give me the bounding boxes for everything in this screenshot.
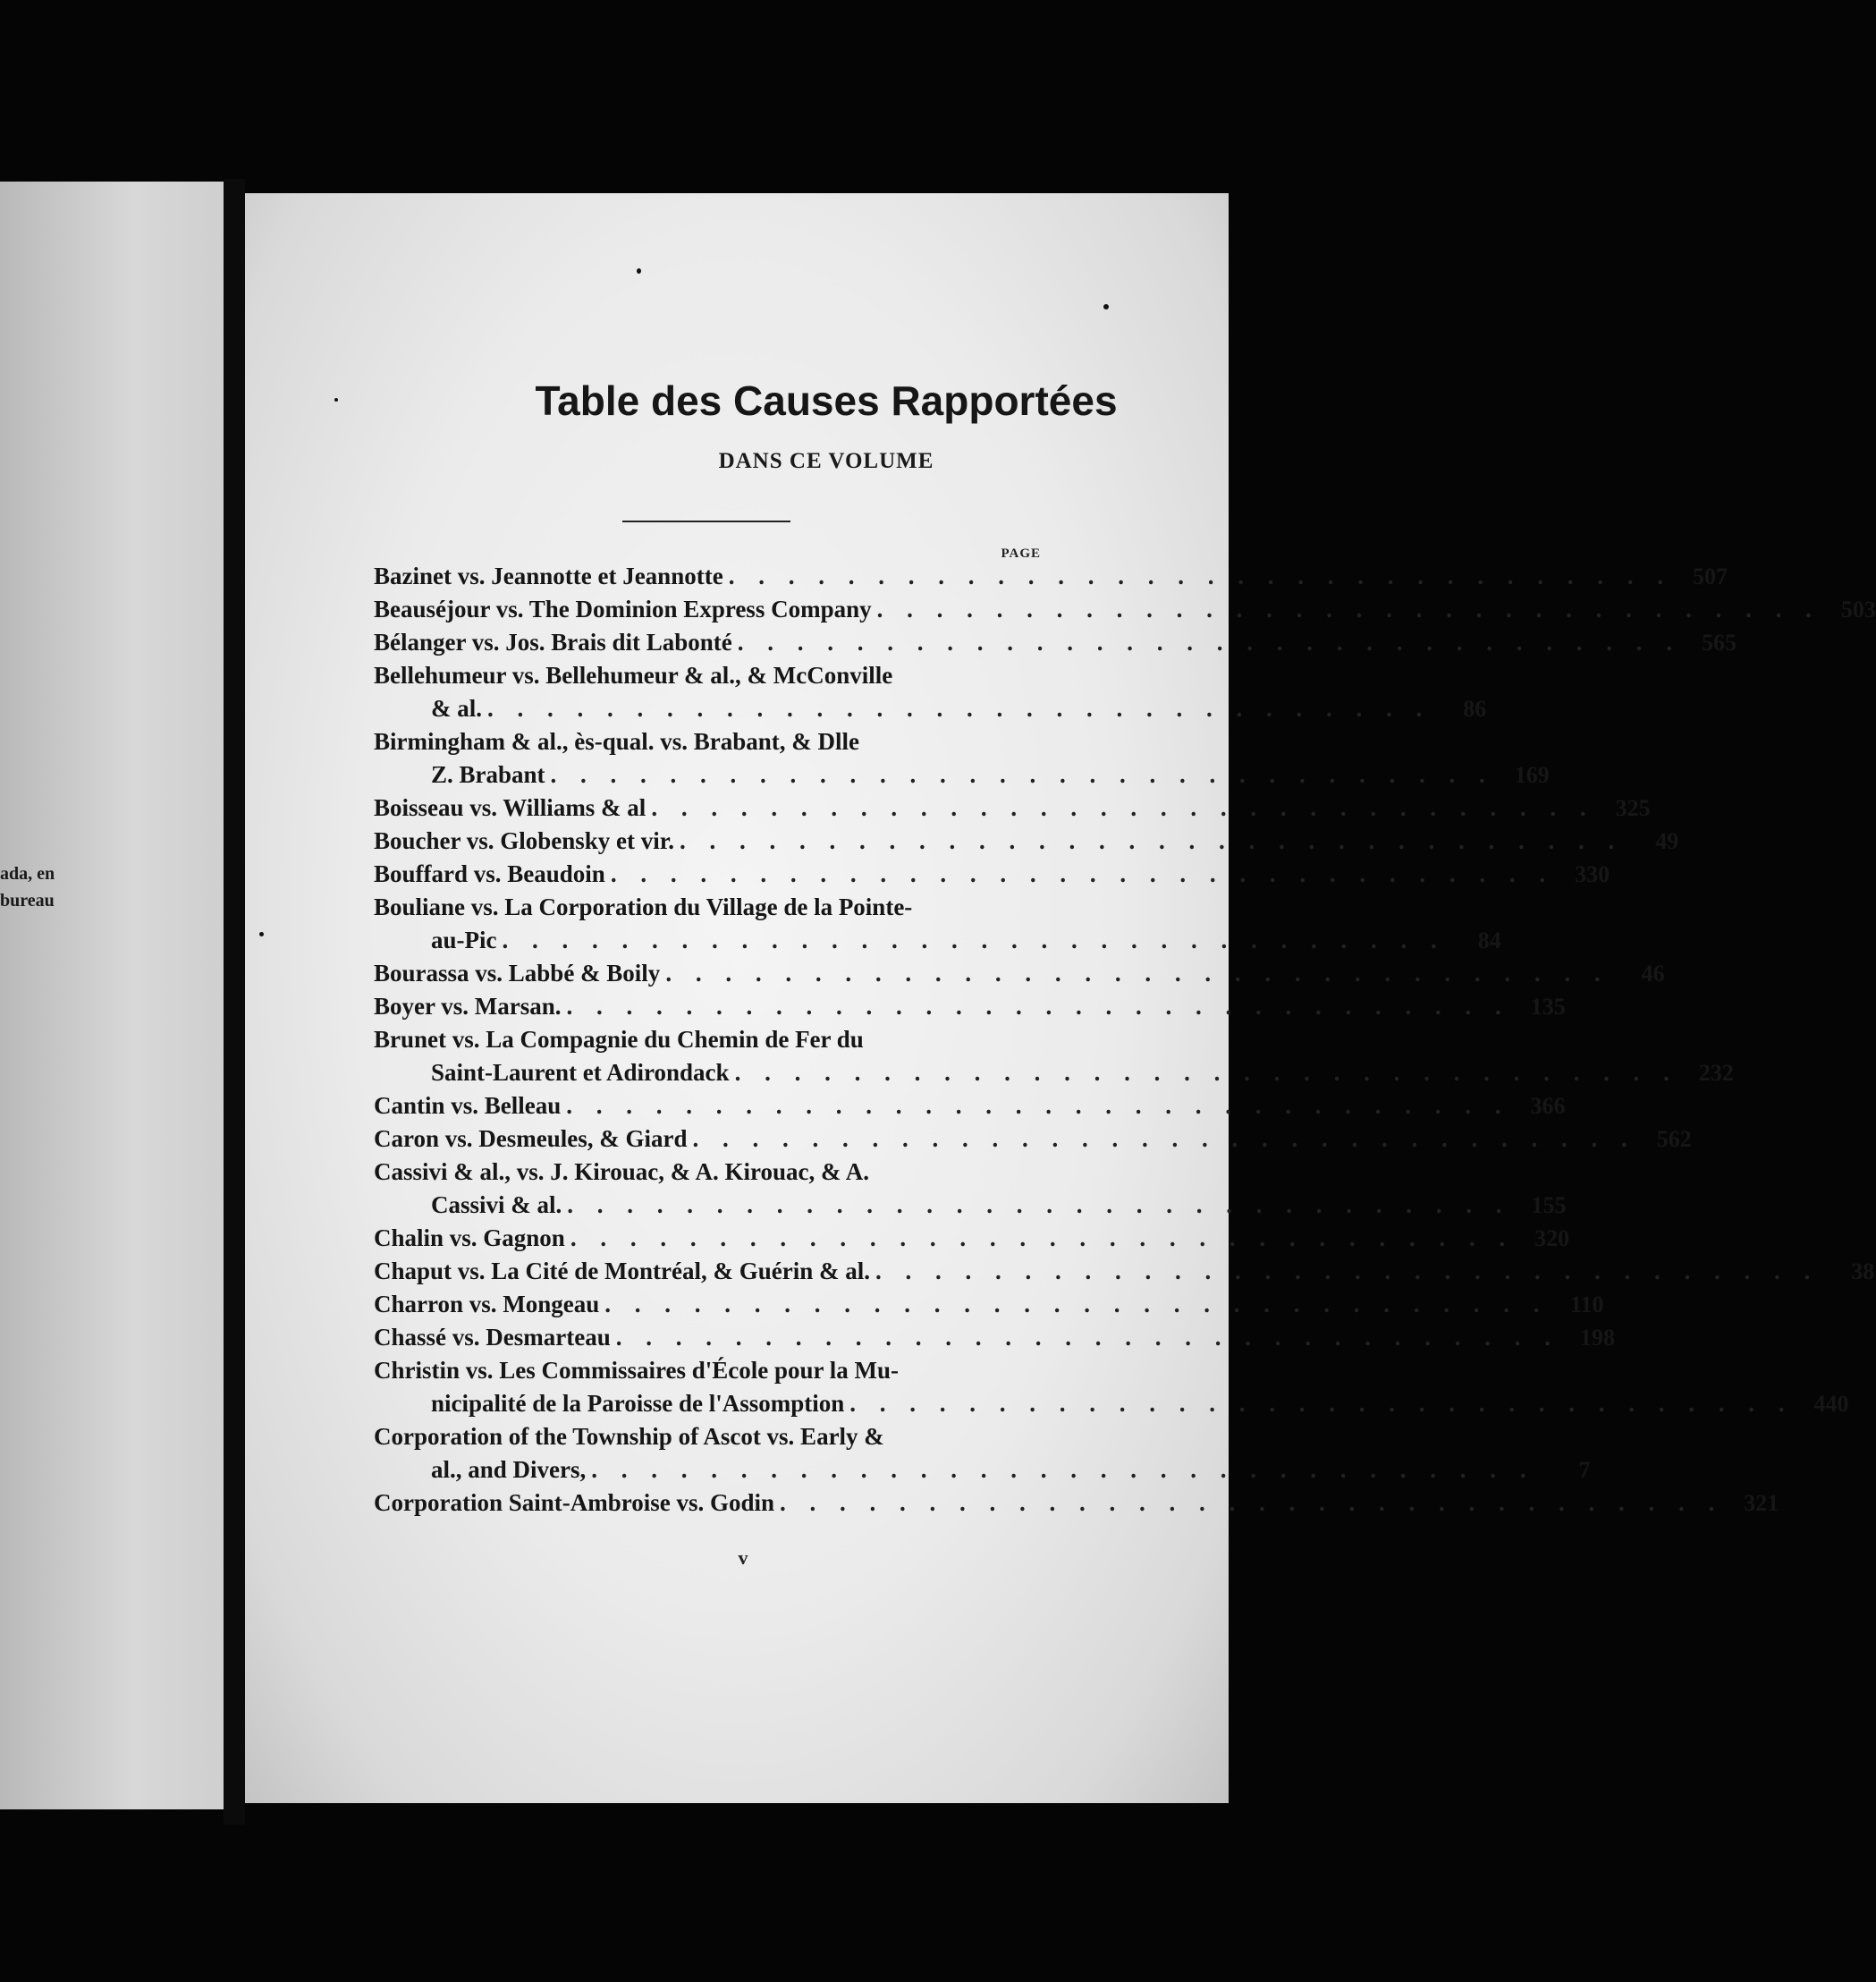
title-rule [622, 521, 790, 522]
page-number: 320 [1534, 1225, 1570, 1251]
toc-entry-continuation [374, 692, 1487, 725]
page-number: 7 [1578, 1457, 1591, 1483]
page-number: 565 [1702, 630, 1737, 656]
leader-dots: . . . . . . . . . . . . . . . . . . . . . . . . . . . . . . . . [567, 1191, 1511, 1218]
toc-entry-line [374, 1156, 1050, 1189]
case-name: Cassivi & al., vs. J. Kirouac, & A. Kirouac, & A. [374, 1158, 870, 1185]
page-number: 38 [1851, 1258, 1875, 1284]
toc-entry [374, 957, 1665, 990]
toc-entry-line [374, 1321, 1615, 1354]
toc-entry-line [374, 626, 1737, 659]
toc-entry [374, 1023, 1734, 1089]
toc-entry-line [374, 1089, 1566, 1122]
leader-dots: . . . . . . . . . . . . . . . . . . . . . . . . . . . . . . . . [651, 794, 1595, 821]
toc-entry-line [374, 792, 1651, 825]
case-name: Bazinet vs. Jeannotte et Jeannotte [374, 563, 723, 589]
leader-dots: . . . . . . . . . . . . . . . . . . . . . . . . . . . . . . . . [665, 960, 1610, 987]
toc-entry [374, 1420, 1591, 1486]
toc-entry [374, 1222, 1570, 1255]
case-name: nicipalité de la Paroisse de l'Assomption [431, 1390, 845, 1417]
case-name: Cantin vs. Belleau [374, 1092, 562, 1119]
page-subtitle: DANS CE VOLUME [718, 449, 934, 473]
page-number: 440 [1813, 1391, 1849, 1417]
toc-entry-line [374, 1486, 1779, 1520]
table-of-cases [374, 560, 1876, 1520]
leader-dots: . . . . . . . . . . . . . . . . . . . . . . . . . . . . . . . . [734, 1059, 1678, 1086]
speck [1103, 304, 1109, 309]
toc-entry-line [374, 1420, 1050, 1453]
toc-entry-line [374, 593, 1876, 626]
toc-entry-continuation [374, 1189, 1567, 1222]
case-name: Bélanger vs. Jos. Brais dit Labonté [374, 629, 732, 656]
leader-dots: . . . . . . . . . . . . . . . . . . . . . . . . . . . . . . . . [615, 1324, 1559, 1351]
toc-entry-continuation [374, 1387, 1849, 1420]
case-name: Caron vs. Desmeules, & Giard [374, 1125, 688, 1152]
toc-entry [374, 725, 1550, 792]
case-name: & al. [431, 695, 482, 722]
left-page [0, 182, 224, 1809]
left-page-fragment: bureau [0, 891, 55, 911]
toc-entry [374, 1288, 1604, 1321]
toc-entry-continuation [374, 924, 1501, 957]
toc-entry [374, 858, 1610, 891]
toc-entry-line [374, 1023, 1050, 1056]
leader-dots: . . . . . . . . . . . . . . . . . . . . . . . . . . . . . . . . [502, 927, 1446, 953]
page-title: Table des Causes Rapportées [535, 377, 1118, 424]
leader-dots: . . . . . . . . . . . . . . . . . . . . . . . . . . . . . . . . [737, 629, 1682, 656]
case-name: Corporation Saint-Ambroise vs. Godin [374, 1489, 775, 1516]
toc-entry [374, 593, 1876, 626]
toc-entry-line [374, 1222, 1570, 1255]
leader-dots: . . . . . . . . . . . . . . . . . . . . . . . . . . . . . . . . [550, 761, 1494, 788]
leader-dots: . . . . . . . . . . . . . . . . . . . . . . . . . . . . . . . . [780, 1489, 1724, 1516]
leader-dots: . . . . . . . . . . . . . . . . . . . . . . . . . . . . . . . . [692, 1125, 1636, 1152]
page-number: 562 [1656, 1126, 1692, 1152]
case-name: Corporation of the Township of Ascot vs. Early & [374, 1423, 884, 1450]
toc-entry [374, 1321, 1615, 1354]
leader-dots: . . . . . . . . . . . . . . . . . . . . . . . . . . . . . . . . [591, 1456, 1535, 1483]
toc-entry-line [374, 1122, 1692, 1156]
case-name: Bellehumeur vs. Bellehumeur & al., & McConville [374, 662, 893, 689]
case-name: al., and Divers, [431, 1456, 587, 1483]
toc-entry-line [374, 858, 1610, 891]
case-name: Boisseau vs. Williams & al [374, 794, 646, 821]
page-number: 84 [1477, 927, 1501, 953]
leader-dots: . . . . . . . . . . . . . . . . . . . . . . . . . . . . . . . . [566, 993, 1510, 1020]
leader-dots: . . . . . . . . . . . . . . . . . . . . . . . . . . . . . . . . [849, 1390, 1794, 1417]
case-name: Boyer vs. Marsan. [374, 993, 562, 1020]
toc-entry-line [374, 957, 1665, 990]
leader-dots: . . . . . . . . . . . . . . . . . . . . . . . . . . . . . . . . [566, 1092, 1510, 1119]
case-name: Cassivi & al. [431, 1191, 562, 1218]
case-name: Bouliane vs. La Corporation du Village de la Pointe- [374, 894, 913, 920]
toc-entry [374, 891, 1501, 957]
page-number: 198 [1579, 1325, 1615, 1351]
toc-entry-line [374, 990, 1566, 1023]
toc-entry-continuation [374, 758, 1550, 792]
leader-dots: . . . . . . . . . . . . . . . . . . . . . . . . . . . . . . . . [604, 1291, 1549, 1317]
toc-entry-continuation [374, 1056, 1734, 1089]
page-gutter [224, 179, 245, 1825]
case-name: Saint-Laurent et Adirondack [431, 1059, 730, 1086]
toc-entry [374, 1156, 1567, 1222]
page-number: 325 [1615, 795, 1651, 821]
leader-dots: . . . . . . . . . . . . . . . . . . . . . . . . . . . . . . . . [875, 1258, 1820, 1284]
toc-entry-line [374, 725, 1050, 758]
toc-entry-continuation [374, 1453, 1591, 1486]
toc-entry-line [374, 825, 1679, 858]
leader-dots: . . . . . . . . . . . . . . . . . . . . . . . . . . . . . . . . [610, 860, 1555, 887]
leader-dots: . . . . . . . . . . . . . . . . . . . . . . . . . . . . . . . . [680, 827, 1624, 854]
page-number: 135 [1530, 994, 1566, 1020]
toc-entry [374, 825, 1679, 858]
page-number: 86 [1463, 696, 1487, 722]
case-name: Bouffard vs. Beaudoin [374, 860, 605, 887]
toc-entry [374, 560, 1728, 593]
toc-entry [374, 659, 1487, 725]
toc-entry [374, 1255, 1875, 1288]
case-name: Christin vs. Les Commissaires d'École pour la Mu- [374, 1357, 900, 1384]
page-number: 366 [1530, 1093, 1566, 1119]
page-number: 321 [1744, 1490, 1779, 1516]
page-number: 330 [1575, 861, 1610, 887]
page-number: 503 [1840, 597, 1876, 623]
case-name: Charron vs. Mongeau [374, 1291, 600, 1317]
toc-entry-line [374, 1288, 1604, 1321]
toc-entry [374, 990, 1566, 1023]
speck [637, 268, 641, 274]
leader-dots: . . . . . . . . . . . . . . . . . . . . . . . . . . . . . . . . [876, 596, 1821, 623]
leader-dots: . . . . . . . . . . . . . . . . . . . . . . . . . . . . . . . . [728, 563, 1672, 589]
toc-entry [374, 626, 1737, 659]
toc-entry-line [374, 560, 1728, 593]
toc-entry-line [374, 891, 1050, 924]
toc-entry-line [374, 1354, 1050, 1387]
speck [334, 398, 338, 402]
toc-entry [374, 1089, 1566, 1122]
case-name: Bourassa vs. Labbé & Boily [374, 960, 661, 987]
case-name: Chalin vs. Gagnon [374, 1224, 565, 1251]
left-page-fragment: ada, en [0, 864, 55, 884]
right-page [245, 193, 1876, 1803]
leader-dots: . . . . . . . . . . . . . . . . . . . . . . . . . . . . . . . . [487, 695, 1432, 722]
page-number: 110 [1569, 1292, 1604, 1317]
case-name: Beauséjour vs. The Dominion Express Company [374, 596, 872, 623]
case-name: Birmingham & al., ès-qual. vs. Brabant, & Dlle [374, 728, 860, 755]
leader-dots: . . . . . . . . . . . . . . . . . . . . . . . . . . . . . . . . [570, 1224, 1515, 1251]
toc-entry [374, 1354, 1849, 1420]
speck [259, 932, 264, 936]
case-name: au-Pic [431, 927, 497, 953]
case-name: Chassé vs. Desmarteau [374, 1324, 611, 1351]
case-name: Boucher vs. Globensky et vir. [374, 827, 675, 854]
page-column-header: PAGE [1001, 546, 1041, 561]
toc-entry [374, 1486, 1779, 1520]
toc-entry [374, 1122, 1692, 1156]
page-number: 155 [1531, 1192, 1567, 1218]
page-number: 507 [1692, 563, 1728, 589]
toc-entry-line [374, 659, 1050, 692]
toc-entry [374, 792, 1651, 825]
case-name: Brunet vs. La Compagnie du Chemin de Fer du [374, 1026, 864, 1053]
folio-number: v [738, 1546, 748, 1569]
page-number: 232 [1698, 1060, 1734, 1086]
page-number: 49 [1655, 828, 1679, 854]
case-name: Chaput vs. La Cité de Montréal, & Guérin & al. [374, 1258, 870, 1284]
page-number: 46 [1641, 961, 1665, 987]
page-number: 169 [1514, 762, 1550, 788]
case-name: Z. Brabant [431, 761, 545, 788]
toc-entry-line [374, 1255, 1875, 1288]
